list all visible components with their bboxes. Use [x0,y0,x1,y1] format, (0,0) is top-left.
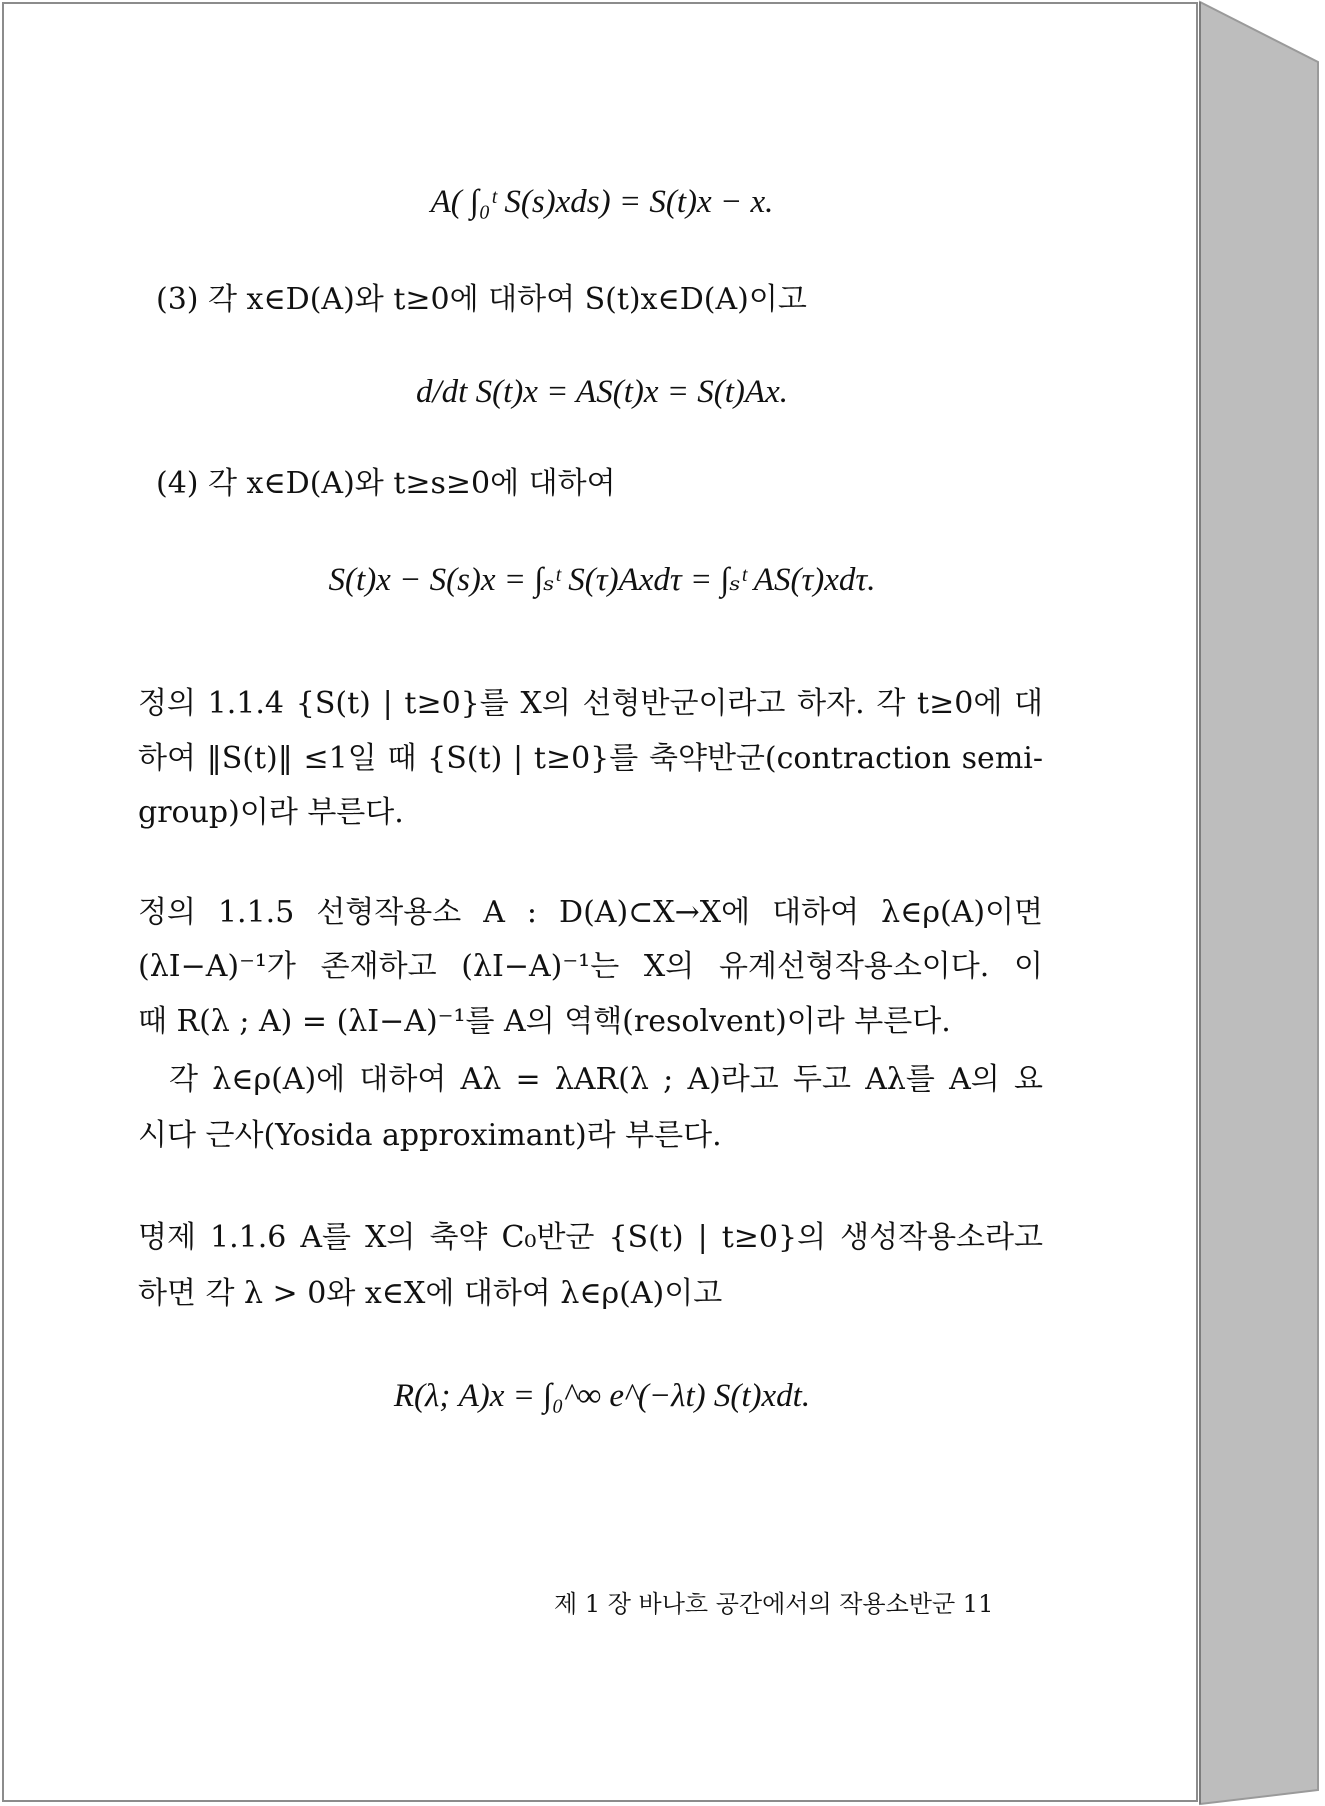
proposition-1-1-6-line-2: 하면 각 λ > 0와 x∈X에 대하여 λ∈ρ(A)이고 [138,1276,723,1311]
proposition-1-1-6-line-1: 명제 1.1.6 A를 X의 축약 C₀반군 {S(t) | t≥0}의 생성작용소라고 [138,1220,1043,1255]
definition-1-1-4-line-3: group)이라 부른다. [138,795,404,830]
definition-1-1-4-line-1: 정의 1.1.4 {S(t) | t≥0}를 X의 선형반군이라고 하자. 각 t≥0에 대 [138,686,1043,721]
book-page [2,2,1198,1802]
definition-1-1-5-line-5: 시다 근사(Yosida approximant)라 부른다. [138,1118,722,1153]
equation-2: d/dt S(t)x = AS(t)x = S(t)Ax. [416,374,788,410]
equation-3: S(t)x − S(s)x = ∫ₛᵗ S(τ)Axdτ = ∫ₛᵗ AS(τ)xdτ. [328,562,876,598]
equation-4: R(λ; A)x = ∫₀^∞ e^(−λt) S(t)xdt. [393,1378,811,1414]
definition-1-1-4-line-2: 하여 ‖S(t)‖ ≤1일 때 {S(t) | t≥0}를 축약반군(contraction semi- [138,741,1043,776]
definition-1-1-5-line-1: 정의 1.1.5 선형작용소 A : D(A)⊂X→X에 대하여 λ∈ρ(A)이면 [138,895,1043,930]
item-4: (4) 각 x∈D(A)와 t≥s≥0에 대하여 [156,466,616,501]
equation-1: A( ∫₀ᵗ S(s)xds) = S(t)x − x. [430,184,774,220]
definition-1-1-5-line-2: (λI−A)⁻¹가 존재하고 (λI−A)⁻¹는 X의 유계선형작용소이다. 이 [138,949,1043,984]
page-footer: 제 1 장 바나흐 공간에서의 작용소반군 11 [554,1590,994,1618]
definition-1-1-5-line-3: 때 R(λ ; A) = (λI−A)⁻¹를 A의 역핵(resolvent)이라 부른다. [138,1004,951,1039]
item-3: (3) 각 x∈D(A)와 t≥0에 대하여 S(t)x∈D(A)이고 [156,282,807,317]
definition-1-1-5-line-4: 각 λ∈ρ(A)에 대하여 Aλ = λAR(λ ; A)라고 두고 Aλ를 A의 요 [169,1062,1043,1097]
